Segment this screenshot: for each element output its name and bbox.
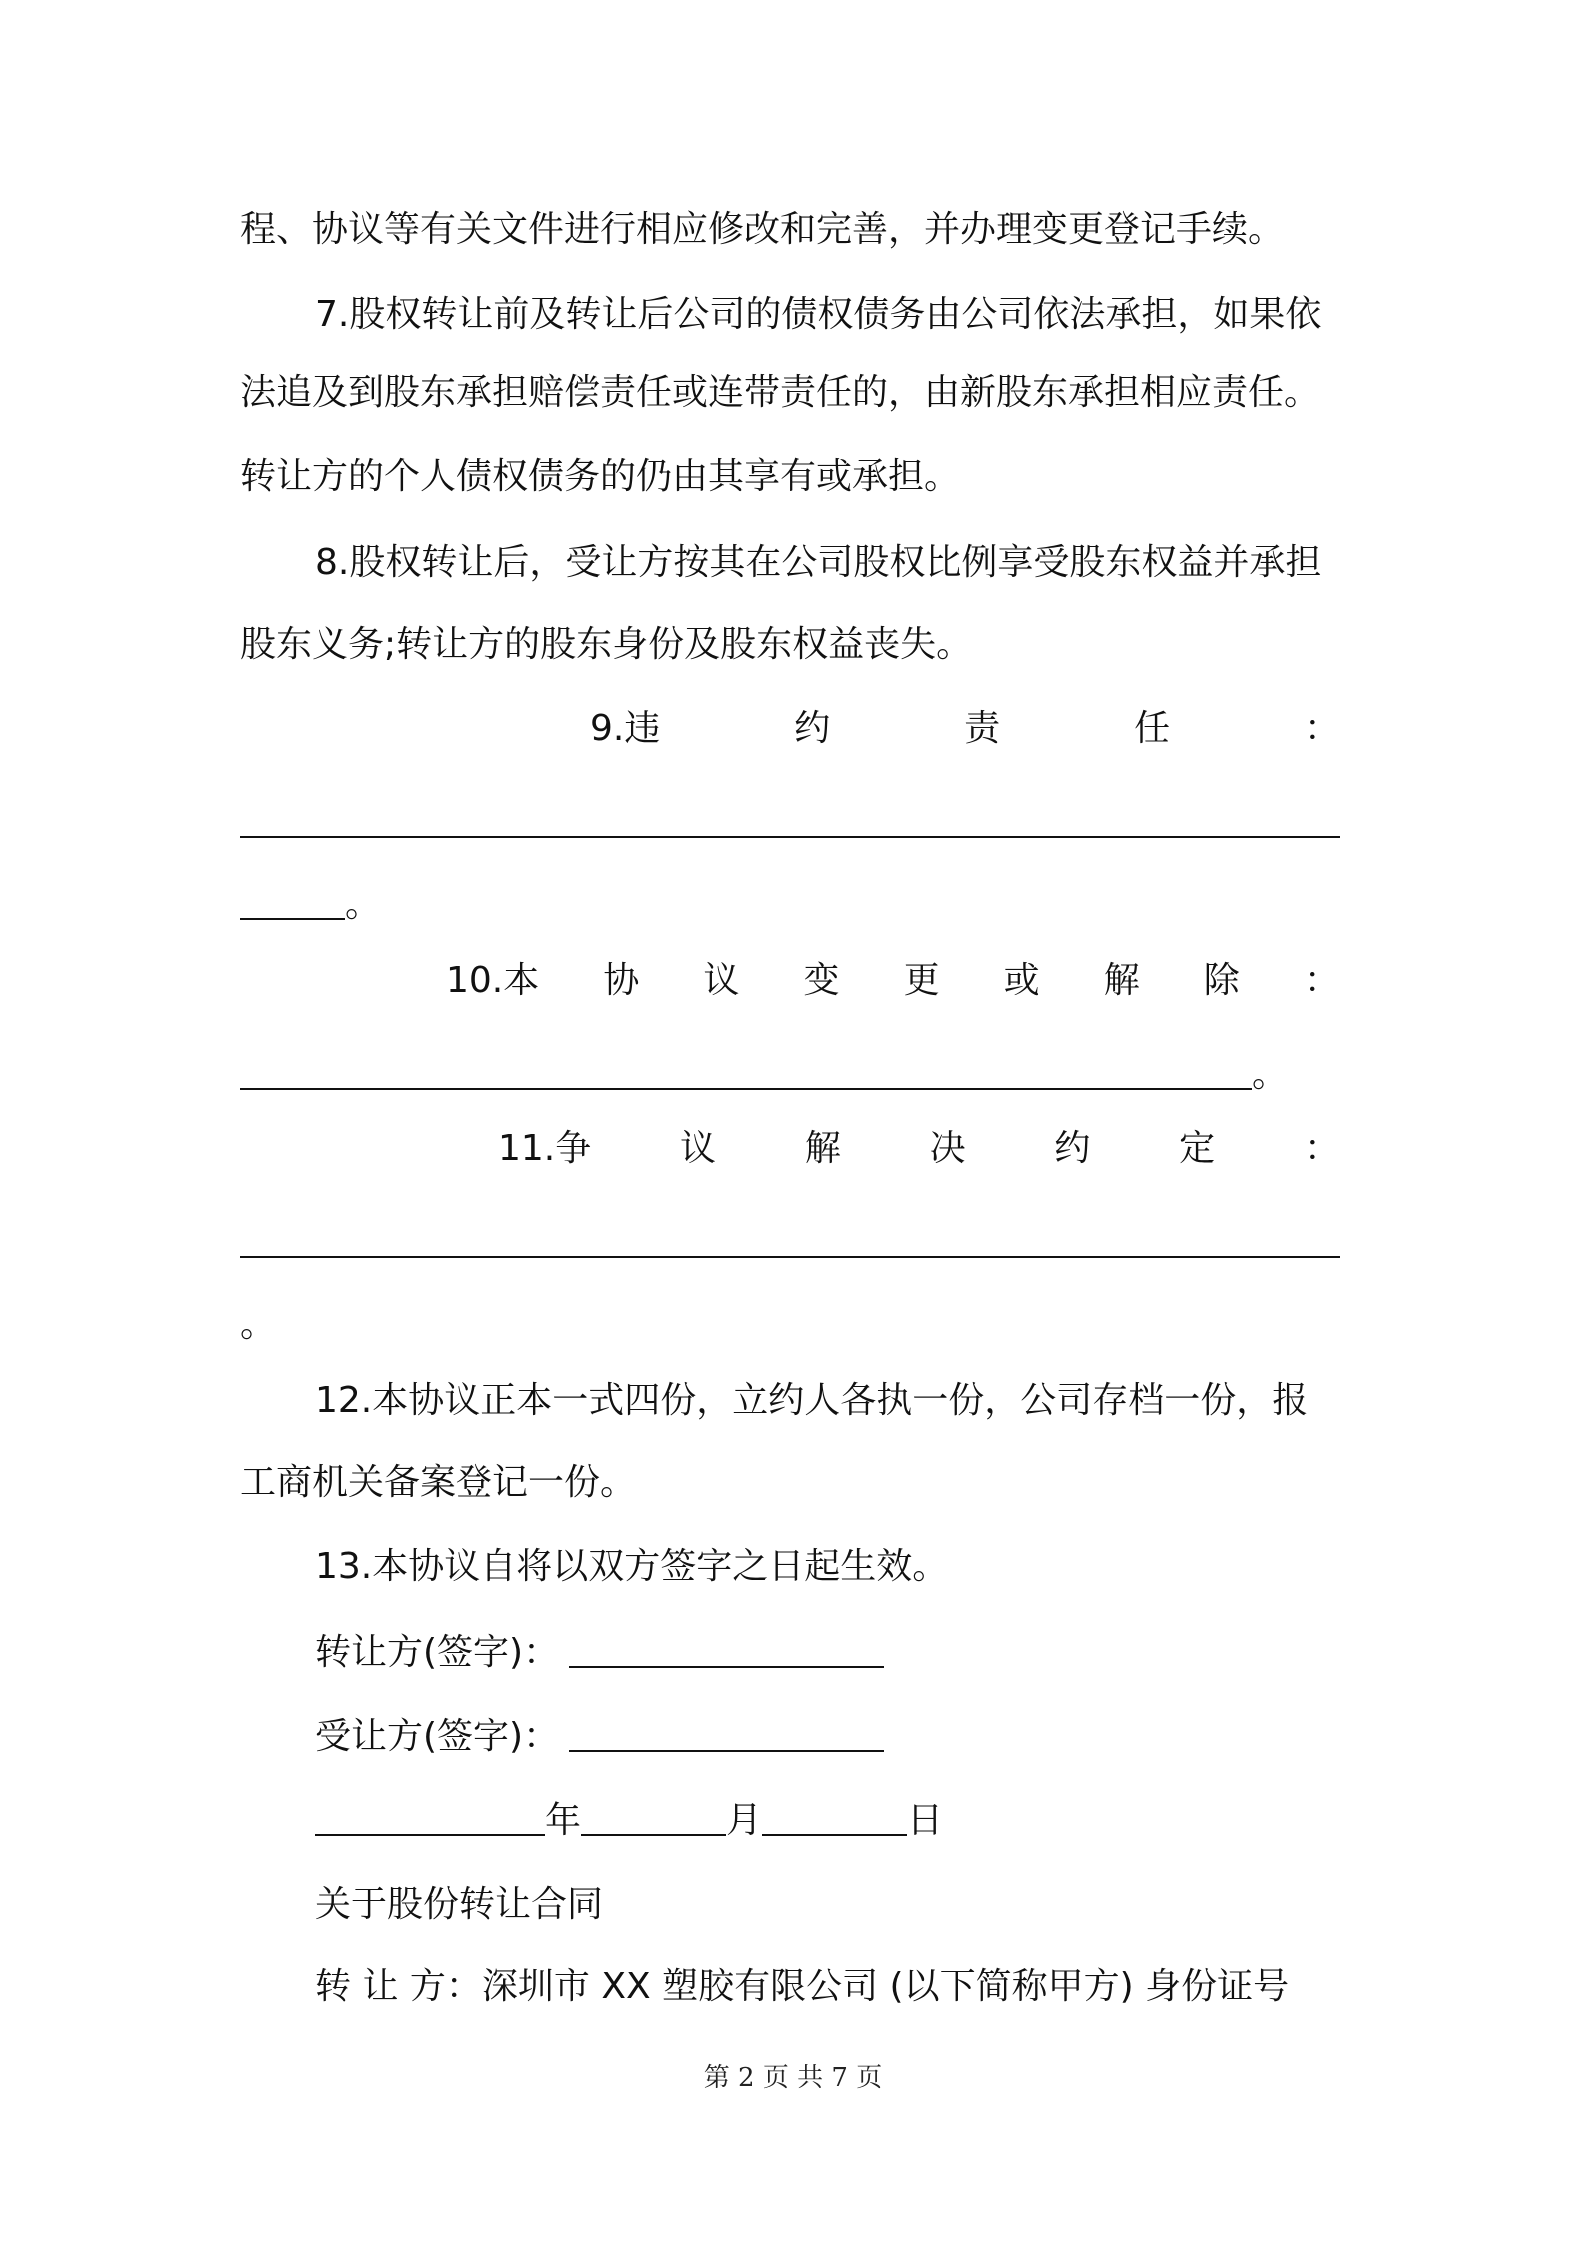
item-10-char: ：	[1303, 960, 1340, 1001]
item-11-end: 。	[240, 1304, 277, 1345]
item-11-end-line	[240, 1300, 276, 1350]
item-9-fill-blank-1[interactable]	[240, 798, 1340, 848]
page-number: 第 2 页 共 7 页	[703, 2063, 883, 2093]
item-9-char: 9.违	[590, 708, 661, 749]
item-9-char: 责	[964, 708, 1001, 749]
transferor-sign-label: 转让方(签字)：	[315, 1632, 560, 1673]
item-9-char: 任	[1134, 708, 1171, 749]
item-11-char: 约	[1054, 1128, 1091, 1169]
item-11-heading	[498, 1124, 1340, 1174]
item-12-line-2: 工商机关备案登记一份。	[240, 1462, 637, 1503]
item-11-fill-blank[interactable]	[240, 1218, 1340, 1268]
transferee-signature-field[interactable]	[569, 1712, 884, 1752]
item-11-char: 决	[929, 1128, 966, 1169]
item-9-end: 。	[345, 884, 382, 925]
item-10-char: 议	[703, 960, 740, 1001]
item-8-line-2: 股东义务;转让方的股东身份及股东权益丧失。	[240, 624, 973, 665]
item-11-char: ：	[1303, 1128, 1340, 1169]
paragraph-line: 程、协议等有关文件进行相应修改和完善，并办理变更登记手续。	[240, 209, 1285, 250]
item-11-char: 定	[1179, 1128, 1216, 1169]
transferor-info-line: 转 让 方：深圳市 XX 塑胶有限公司 (以下简称甲方) 身份证号	[315, 1966, 1290, 2007]
transferee-sign-label: 受让方(签字)：	[315, 1716, 560, 1757]
transferee-signature-row	[315, 1712, 884, 1762]
day-label: 日	[907, 1800, 944, 1841]
item-11-char: 议	[680, 1128, 717, 1169]
item-7-line-1: 7.股权转让前及转让后公司的债权债务由公司依法承担，如果依	[315, 294, 1322, 335]
item-12-line-1: 12.本协议正本一式四份，立约人各执一份，公司存档一份，报	[315, 1380, 1309, 1421]
date-row	[315, 1796, 943, 1846]
item-7-line-2: 法追及到股东承担赔偿责任或连带责任的，由新股东承担相应责任。	[240, 372, 1321, 413]
item-10-char: 解	[1103, 960, 1140, 1001]
item-10-heading	[446, 956, 1340, 1006]
item-10-char: 变	[803, 960, 840, 1001]
transferor-signature-row	[315, 1628, 884, 1678]
month-label: 月	[726, 1800, 763, 1841]
contract-title: 关于股份转让合同	[315, 1884, 604, 1925]
item-13-line: 13.本协议自将以双方签字之日起生效。	[315, 1546, 949, 1587]
item-10-end: 。	[1252, 1054, 1289, 1095]
item-10-char: 更	[903, 960, 940, 1001]
item-10-char: 除	[1203, 960, 1240, 1001]
transferor-signature-field[interactable]	[569, 1628, 884, 1668]
item-10-fill-blank[interactable]	[240, 1050, 1288, 1100]
day-field[interactable]	[762, 1796, 907, 1836]
item-11-char: 11.争	[498, 1128, 592, 1169]
item-9-char: ：	[1303, 708, 1340, 749]
item-9-char: 约	[794, 708, 831, 749]
item-7-line-3: 转让方的个人债权债务的仍由其享有或承担。	[240, 456, 961, 497]
item-9-fill-blank-2[interactable]	[240, 880, 381, 930]
item-10-char: 协	[603, 960, 640, 1001]
item-10-char: 或	[1003, 960, 1040, 1001]
item-8-line-1: 8.股权转让后，受让方按其在公司股权比例享受股东权益并承担	[315, 542, 1322, 583]
item-11-char: 解	[804, 1128, 841, 1169]
item-9-heading	[590, 704, 1340, 754]
item-10-char: 10.本	[446, 960, 540, 1001]
year-label: 年	[545, 1800, 582, 1841]
month-field[interactable]	[581, 1796, 726, 1836]
year-field[interactable]	[315, 1796, 545, 1836]
